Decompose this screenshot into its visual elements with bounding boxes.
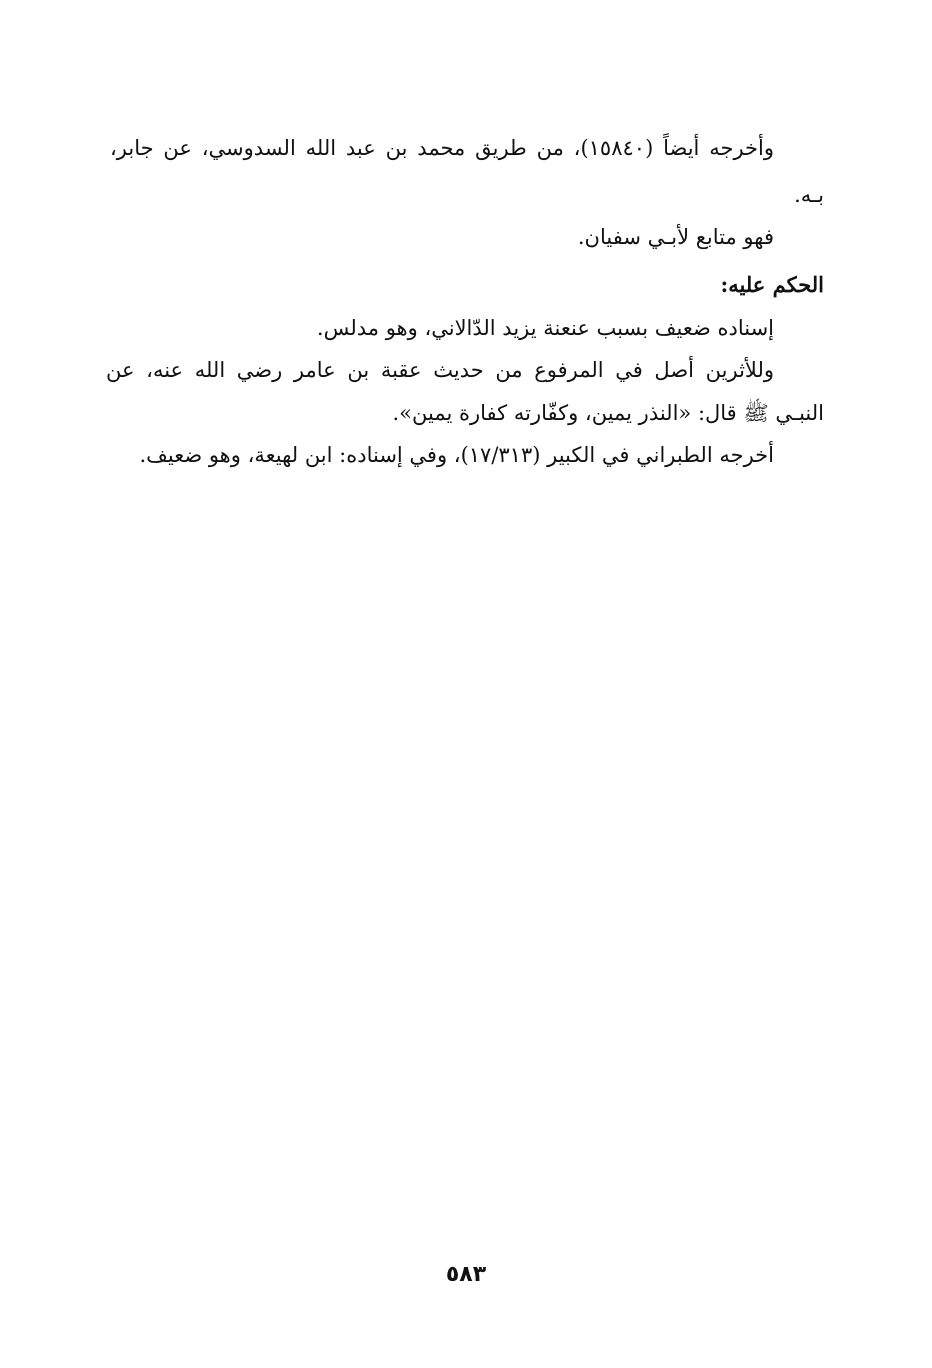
section-heading: الحكم عليه: (720, 272, 824, 297)
paragraph-line-6: النبـي ﷺ قال: «النذر يمين، وكفّارته كفارة يمين». (392, 401, 824, 425)
page-number: ٥٨٣ (445, 1262, 487, 1287)
paragraph-line-4: إسناده ضعيف بسبب عنعنة يزيد الدّالاني، وهو مدلس. (316, 316, 774, 340)
paragraph-line-7: أخرجه الطبراني في الكبير (١٧/٣١٣)، وفي إسناده: ابن لهيعة، وهو ضعيف. (139, 443, 774, 467)
paragraph-line-3: فهو متابع لأبـي سفيان. (577, 225, 774, 249)
paragraph-line-2: بـه. (794, 183, 824, 207)
paragraph-line-5: وللأثرين أصل في المرفوع من حديث عقبة بن عامر رضي الله عنه، عن (106, 358, 774, 382)
paragraph-line-1: وأخرجه أيضاً (١٥٨٤٠)، من طريق محمد بن عبد الله السدوسي، عن جابر، (110, 136, 775, 160)
